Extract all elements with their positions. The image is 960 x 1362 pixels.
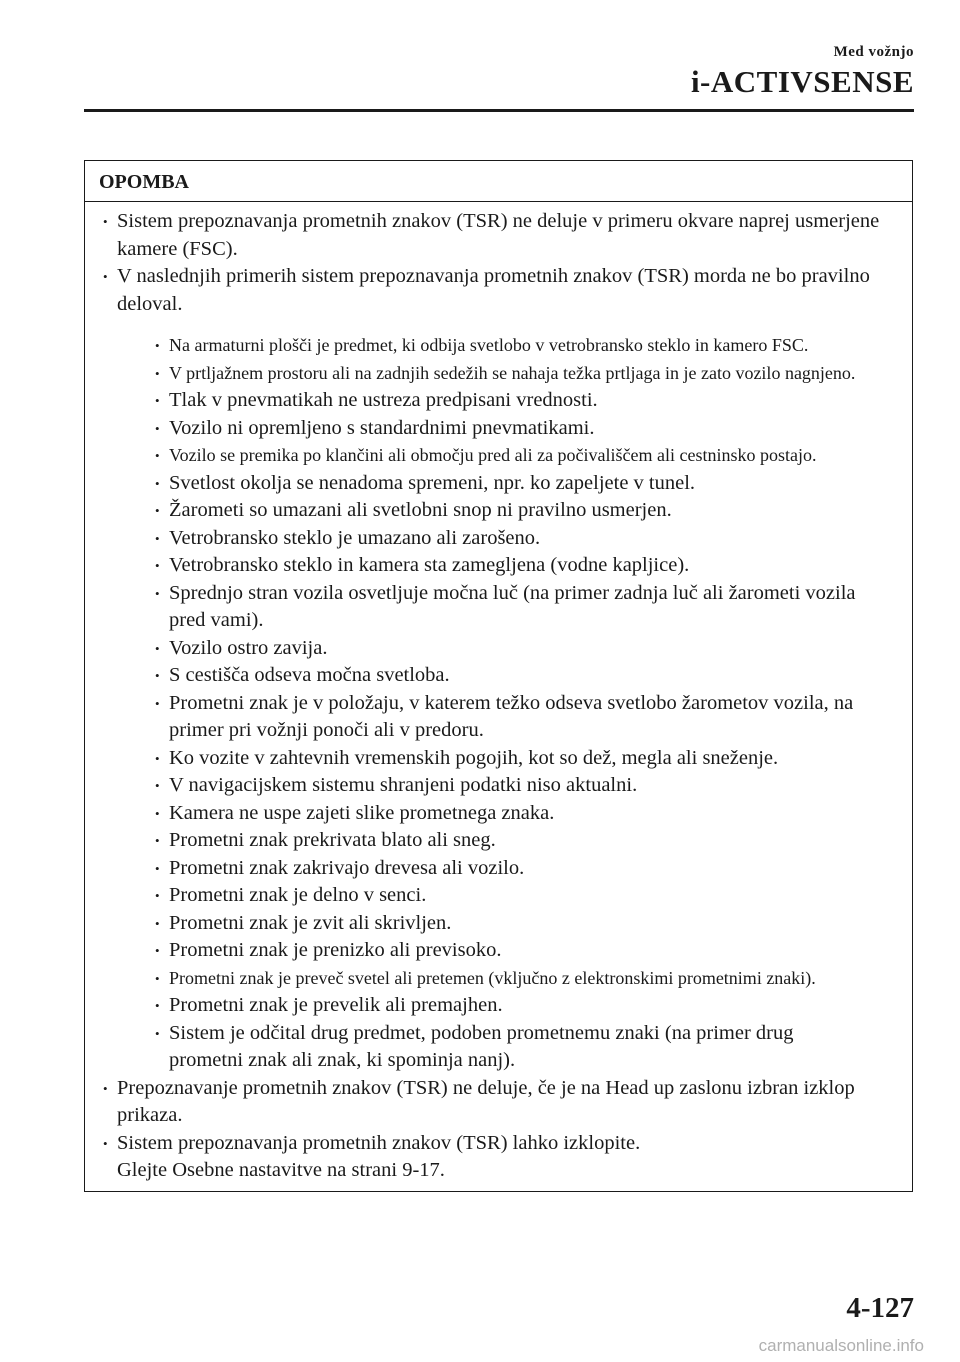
list-item-text: Sistem prepoznavanja prometnih znakov (TSR) lahko izklopite.	[117, 1131, 641, 1154]
sub-list-item	[117, 690, 892, 745]
bullet-icon: •	[155, 338, 160, 353]
sub-list-item-text: Vozilo se premika po klančini ali območju pred ali za počivališčem ali cestninsko postajo.	[169, 445, 817, 465]
bullet-icon: •	[155, 365, 160, 381]
sub-list-item	[117, 910, 892, 938]
sub-list-item	[117, 332, 892, 360]
bullet-icon: •	[155, 860, 160, 876]
sub-list-item	[117, 827, 892, 855]
bullet-icon: •	[155, 585, 160, 601]
sub-list-item	[117, 965, 892, 993]
sub-list-item-text: S cestišča odseva močna svetloba.	[169, 664, 450, 686]
bullet-icon: •	[155, 420, 160, 436]
sub-list-item-text: Prometni znak zakrivajo drevesa ali vozilo.	[169, 856, 525, 879]
bullet-icon: •	[155, 970, 160, 986]
bullet-icon: •	[155, 943, 160, 958]
bullet-icon: •	[103, 269, 108, 284]
bullet-icon: •	[155, 805, 160, 821]
sub-list-item	[117, 855, 892, 883]
sub-list-item-text: Na armaturni plošči je predmet, ki odbija svetlobo v vetrobransko steklo in kamero FSC.	[169, 335, 809, 355]
bullet-icon: •	[155, 668, 160, 683]
sub-list-item	[117, 470, 892, 498]
note-list	[85, 208, 912, 1185]
cross-reference: Glejte Osebne nastavitve na strani 9-17.	[117, 1159, 445, 1181]
bullet-icon: •	[155, 998, 160, 1013]
bullet-icon: •	[155, 778, 160, 793]
sub-list-item	[117, 745, 892, 773]
sub-list-item	[117, 580, 892, 635]
sub-list-item-text: Ko vozite v zahtevnih vremenskih pogojih, kot so dež, megla ali sneženje.	[169, 746, 779, 769]
sub-list-item-text: Prometni znak je prevelik ali premajhen.	[169, 994, 503, 1016]
sub-list-item-text: Prometni znak je preveč svetel ali pretemen (vključno z elektronskimi prometnimi znaki).	[169, 967, 816, 988]
bullet-icon: •	[155, 750, 160, 766]
sub-list-item-text: Prometni znak je delno v senci.	[169, 884, 427, 906]
sub-list-item-text: Vetrobransko steklo in kamera sta zamegljena (vodne kapljice).	[169, 554, 690, 576]
bullet-icon: •	[155, 640, 160, 656]
sub-list-item-text: Sistem je odčital drug predmet, podoben prometnemu znaki (na primer drug prometni znak ali znak, ki spominja nanj).	[169, 1021, 794, 1071]
sub-list-item	[117, 937, 892, 965]
sub-list-item	[117, 497, 892, 525]
sub-list-item-text: V prtljažnem prostoru ali na zadnjih sedežih se nahaja težka prtljaga in je zato vozilo nagnjeno.	[169, 362, 856, 383]
sub-list-item-text: Vetrobransko steklo je umazano ali zarošeno.	[169, 526, 541, 549]
bullet-icon: •	[155, 915, 160, 931]
chapter-title: i-ACTIVSENSE	[690, 64, 914, 99]
sub-list-item-text: V navigacijskem sistemu shranjeni podatki niso aktualni.	[169, 774, 638, 796]
sub-list-item-text: Prometni znak je prenizko ali previsoko.	[169, 939, 502, 961]
sub-list-item-text: Prometni znak je zvit ali skrivljen.	[169, 911, 452, 934]
bullet-icon: •	[155, 1025, 160, 1041]
sub-list-item	[117, 360, 892, 388]
list-item-text: Sistem prepoznavanja prometnih znakov (TSR) ne deluje v primeru okvare naprej usmerjene kamere (FSC).	[117, 210, 880, 260]
bullet-icon: •	[155, 888, 160, 903]
list-item	[85, 208, 912, 263]
sub-list-item	[117, 387, 892, 415]
bullet-icon: •	[155, 833, 160, 848]
sub-list-item-text: Svetlost okolja se nenadoma spremeni, npr. ko zapeljete v tunel.	[169, 471, 696, 494]
sub-list-item	[117, 415, 892, 443]
note-title: OPOMBA	[85, 161, 912, 202]
bullet-icon: •	[155, 448, 160, 463]
sub-list-item	[117, 1020, 892, 1075]
sub-list-item-text: Vozilo ni opremljeno s standardnimi pnevmatikami.	[169, 416, 595, 439]
bullet-icon: •	[155, 475, 160, 491]
section-label: Med vožnjo	[833, 44, 914, 60]
sub-list-item	[117, 442, 892, 470]
sub-list-item-text: Žarometi so umazani ali svetlobni snop ni pravilno usmerjen.	[169, 499, 672, 521]
watermark: carmanualsonline.info	[758, 1336, 924, 1355]
note-box	[84, 160, 913, 1192]
bullet-icon: •	[155, 695, 160, 711]
sub-list-item	[117, 992, 892, 1020]
list-item-text: V naslednjih primerih sistem prepoznavanja prometnih znakov (TSR) morda ne bo pravilno deloval.	[117, 265, 870, 315]
sub-list-item-text: Tlak v pnevmatikah ne ustreza predpisani vrednosti.	[169, 389, 598, 411]
note-body	[85, 202, 912, 1185]
sub-list-item-text: Kamera ne uspe zajeti slike prometnega znaka.	[169, 801, 555, 824]
sub-list-item-text: Sprednjo stran vozila osvetljuje močna luč (na primer zadnja luč ali žarometi vozila pred vami).	[169, 581, 856, 631]
bullet-icon: •	[103, 214, 108, 229]
sub-list-item	[117, 662, 892, 690]
list-item	[85, 1075, 912, 1130]
page-number: 4-127	[846, 1292, 914, 1324]
sub-list-item	[117, 635, 892, 663]
sub-list-item-text: Prometni znak prekrivata blato ali sneg.	[169, 829, 496, 851]
sub-list-item-text: Vozilo ostro zavija.	[169, 636, 328, 659]
bullet-icon: •	[103, 1135, 108, 1151]
list-item-text: Prepoznavanje prometnih znakov (TSR) ne deluje, če je na Head up zaslonu izbran izklop prikaza.	[117, 1076, 855, 1126]
bullet-icon: •	[103, 1080, 108, 1096]
sub-list-item-text: Prometni znak je v položaju, v katerem težko odseva svetlobo žarometov vozila, na primer pri vožnji ponoči ali v predoru.	[169, 691, 854, 741]
header-rule	[84, 109, 914, 112]
sub-list-item	[117, 772, 892, 800]
sub-list-item	[117, 800, 892, 828]
list-item	[85, 263, 912, 1075]
list-item	[85, 1130, 912, 1185]
bullet-icon: •	[155, 558, 160, 573]
sub-list	[117, 332, 892, 1075]
sub-list-item	[117, 882, 892, 910]
bullet-icon: •	[155, 393, 160, 408]
sub-list-item	[117, 552, 892, 580]
sub-list-item	[117, 525, 892, 553]
bullet-icon: •	[155, 530, 160, 546]
bullet-icon: •	[155, 503, 160, 518]
